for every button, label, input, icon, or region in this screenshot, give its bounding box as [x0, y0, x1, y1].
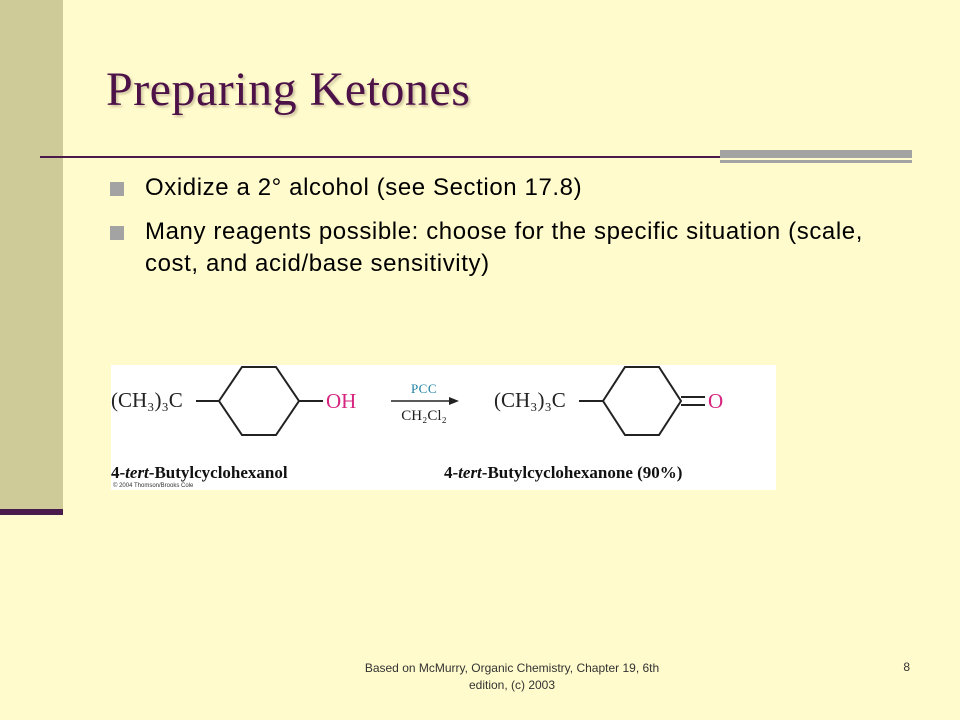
square-bullet-icon: [110, 226, 124, 240]
slide-footer: Based on McMurry, Organic Chemistry, Chapter 19, 6th edition, (c) 2003: [364, 661, 660, 692]
left-sidebar-bar: [0, 0, 63, 512]
title-rule-accent-lower: [720, 160, 912, 163]
product-name: 4-tert-Butylcyclohexanone (90%): [444, 463, 683, 482]
reactant-name: 4-tert-Butylcyclohexanol: [111, 463, 288, 482]
reaction-scheme-drawing: [111, 365, 776, 490]
slide-title: Preparing Ketones: [106, 63, 471, 116]
page-number: 8: [903, 660, 910, 674]
reactant-cyclohexane-ring: [219, 367, 299, 435]
bullet-text: Many reagents possible: choose for the specific situation (scale, cost, and acid/base sensitivity): [145, 218, 864, 277]
left-bar-accent: [0, 509, 63, 515]
reagent-pcc-label: PCC: [410, 381, 438, 396]
bullet-text: Oxidize a 2° alcohol (see Section 17.8): [145, 174, 583, 201]
square-bullet-icon: [110, 182, 124, 196]
bullet-item: [110, 172, 870, 204]
product-oxygen-label: O: [708, 389, 724, 413]
product-tbutyl-label: (CH₃)₃C: [494, 388, 566, 412]
bullet-item: [110, 216, 870, 280]
reactant-tbutyl-label: (CH₃)₃C: [111, 388, 183, 412]
reaction-arrow-head: [449, 397, 459, 405]
reactant-hydroxyl-label: OH: [326, 389, 357, 413]
copyright-notice: © 2004 Thomson/Brooks Cole: [113, 483, 194, 489]
reaction-scheme-image: [111, 365, 776, 490]
bullet-list: [110, 172, 870, 292]
product-cyclohexane-ring: [603, 367, 681, 435]
title-rule-accent: [720, 150, 912, 158]
reagent-solvent-label: CH₂Cl₂: [401, 408, 447, 424]
